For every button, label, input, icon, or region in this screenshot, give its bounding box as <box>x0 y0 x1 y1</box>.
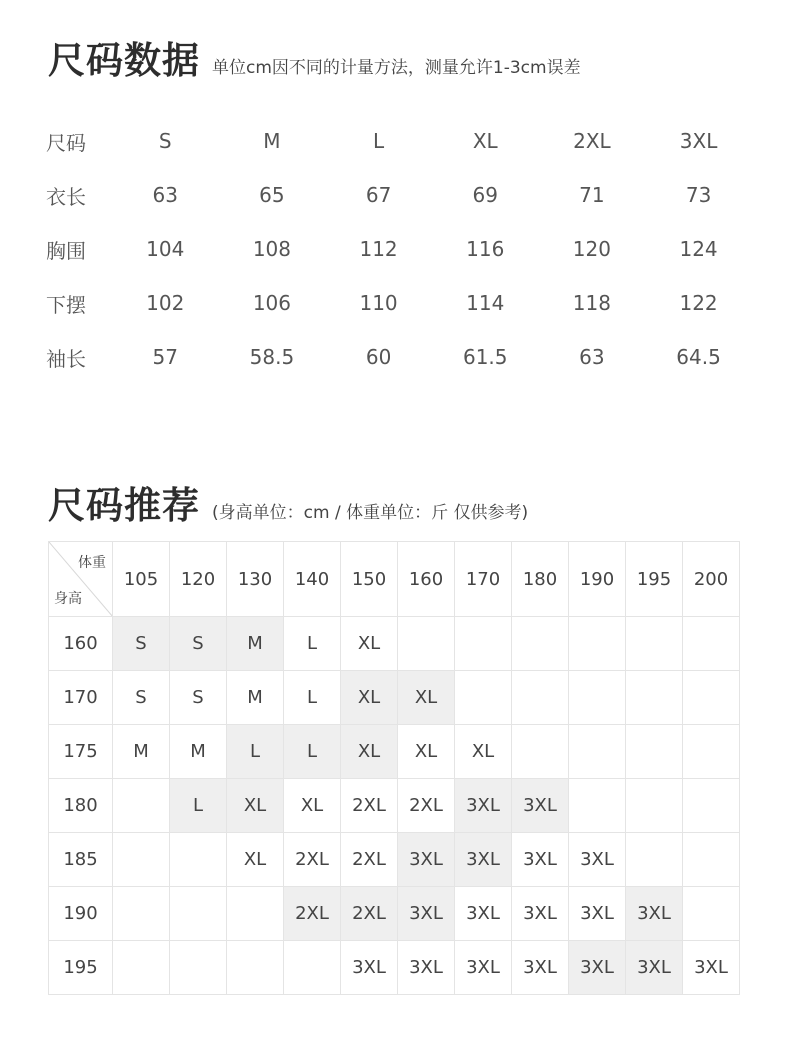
recommended-size-cell: L <box>227 725 284 779</box>
recommended-size-cell <box>683 887 740 941</box>
recommended-size-cell: XL <box>227 833 284 887</box>
height-row <box>49 833 740 887</box>
recommended-size-cell: S <box>113 671 170 725</box>
recommended-size-cell <box>569 779 626 833</box>
recommended-size-cell: 3XL <box>512 941 569 995</box>
measurement-cell: 116 <box>466 237 505 261</box>
measurement-cell: 124 <box>679 237 718 261</box>
size-header-cell: XL <box>472 129 498 153</box>
measurement-cell: 63 <box>152 183 178 207</box>
size-recommendation-title: 尺码推荐 <box>48 484 200 527</box>
recommended-size-cell <box>398 617 455 671</box>
recommended-size-cell: 2XL <box>284 887 341 941</box>
recommended-size-cell <box>227 887 284 941</box>
recommended-size-cell <box>569 725 626 779</box>
size-header-cell: S <box>158 129 172 153</box>
recommended-size-cell: L <box>284 725 341 779</box>
recommended-size-cell: XL <box>398 725 455 779</box>
recommended-size-cell <box>455 671 512 725</box>
recommended-size-cell: S <box>170 671 227 725</box>
row-label: 衣长 <box>46 184 86 209</box>
recommended-size-cell <box>626 833 683 887</box>
row-label: 下摆 <box>46 292 86 317</box>
recommended-size-cell <box>569 671 626 725</box>
measurement-row <box>46 276 756 330</box>
weight-header-cell: 195 <box>626 542 683 617</box>
recommended-size-cell: 3XL <box>569 941 626 995</box>
weight-header-cell: 150 <box>341 542 398 617</box>
recommended-size-cell: XL <box>455 725 512 779</box>
height-label-cell: 190 <box>49 887 113 941</box>
size-recommendation-table <box>48 541 740 995</box>
recommended-size-cell <box>113 779 170 833</box>
measurement-cell: 64.5 <box>676 345 721 369</box>
height-label-cell: 195 <box>49 941 113 995</box>
height-label-cell: 175 <box>49 725 113 779</box>
recommended-size-cell <box>512 617 569 671</box>
recommended-size-cell <box>683 671 740 725</box>
size-recommendation-subtitle: (身高单位：cm / 体重单位：斤 仅供参考) <box>212 503 529 523</box>
height-row <box>49 779 740 833</box>
measurement-cell: 67 <box>365 183 392 207</box>
recommended-size-cell: M <box>227 671 284 725</box>
measurement-cell: 69 <box>472 183 498 207</box>
height-row <box>49 941 740 995</box>
recommended-size-cell: 3XL <box>455 941 512 995</box>
weight-header-cell: 120 <box>170 542 227 617</box>
weight-header-cell: 170 <box>455 542 512 617</box>
recommended-size-cell <box>683 779 740 833</box>
recommended-size-cell: 2XL <box>341 833 398 887</box>
weight-axis-label: 体重 <box>78 555 106 571</box>
recommended-size-cell <box>683 617 740 671</box>
measurement-cell: 60 <box>365 345 392 369</box>
measurement-cell: 114 <box>466 291 505 315</box>
size-data-header <box>48 30 581 84</box>
recommended-size-cell: 2XL <box>398 779 455 833</box>
recommended-size-cell: 2XL <box>284 833 341 887</box>
recommended-size-cell <box>170 833 227 887</box>
recommended-size-cell: M <box>113 725 170 779</box>
recommended-size-cell: M <box>227 617 284 671</box>
measurement-cell: 61.5 <box>462 345 508 369</box>
weight-header-row <box>49 542 740 617</box>
recommended-size-cell <box>512 671 569 725</box>
measurement-row <box>46 330 756 384</box>
measurement-row <box>46 168 756 222</box>
measurement-cell: 65 <box>259 183 285 207</box>
measurement-cell: 106 <box>252 291 291 315</box>
weight-header-cell: 190 <box>569 542 626 617</box>
recommended-size-cell: 2XL <box>341 779 398 833</box>
weight-header-cell: 160 <box>398 542 455 617</box>
recommended-size-cell <box>113 941 170 995</box>
measurement-cell: 58.5 <box>249 345 295 369</box>
height-label-cell: 170 <box>49 671 113 725</box>
recommended-size-cell: 3XL <box>398 887 455 941</box>
recommended-size-cell <box>683 833 740 887</box>
size-header-cell: L <box>372 129 385 153</box>
weight-header-cell: 180 <box>512 542 569 617</box>
size-data-subtitle: 单位cm因不同的计量方法，测量允许1-3cm误差 <box>212 58 581 78</box>
recommended-size-cell: 3XL <box>341 941 398 995</box>
measurement-cell: 73 <box>685 183 712 207</box>
recommended-size-cell: 3XL <box>626 941 683 995</box>
recommended-size-cell: 3XL <box>512 833 569 887</box>
recommended-size-cell: 3XL <box>683 941 740 995</box>
size-header-cell: 3XL <box>679 129 718 153</box>
measurement-cell: 112 <box>359 237 398 261</box>
row-label: 袖长 <box>46 346 86 371</box>
recommended-size-cell <box>683 725 740 779</box>
measurement-cell: 118 <box>572 291 611 315</box>
recommended-size-cell: XL <box>341 725 398 779</box>
measurement-cell: 110 <box>359 291 398 315</box>
recommended-size-cell: XL <box>398 671 455 725</box>
recommended-size-cell <box>626 671 683 725</box>
measurement-cell: 63 <box>579 345 605 369</box>
weight-header-cell: 130 <box>227 542 284 617</box>
recommended-size-cell <box>284 941 341 995</box>
height-axis-label: 身高 <box>54 591 82 607</box>
recommended-size-cell: L <box>170 779 227 833</box>
recommended-size-cell: 3XL <box>512 779 569 833</box>
recommended-size-cell: S <box>113 617 170 671</box>
measurement-cell: 102 <box>146 291 185 315</box>
height-row <box>49 725 740 779</box>
recommended-size-cell: L <box>284 671 341 725</box>
recommended-size-cell <box>170 887 227 941</box>
size-data-title: 尺码数据 <box>48 39 200 82</box>
measurement-cell: 57 <box>152 345 178 369</box>
recommended-size-cell: M <box>170 725 227 779</box>
row-label: 尺码 <box>46 130 86 155</box>
recommended-size-cell: 3XL <box>455 887 512 941</box>
size-header-row <box>46 114 756 168</box>
recommended-size-cell: L <box>284 617 341 671</box>
measurement-cell: 120 <box>572 237 611 261</box>
recommended-size-cell: 3XL <box>455 779 512 833</box>
recommended-size-cell: 3XL <box>398 941 455 995</box>
weight-header-cell: 200 <box>683 542 740 617</box>
recommended-size-cell: 3XL <box>626 887 683 941</box>
measurement-cell: 122 <box>679 291 718 315</box>
measurement-cell: 104 <box>146 237 185 261</box>
recommended-size-cell: XL <box>227 779 284 833</box>
recommended-size-cell: XL <box>284 779 341 833</box>
size-recommendation-header <box>48 475 528 529</box>
measurement-cell: 108 <box>252 237 291 261</box>
recommended-size-cell: 3XL <box>569 833 626 887</box>
recommended-size-cell <box>227 941 284 995</box>
recommended-size-cell <box>512 725 569 779</box>
height-label-cell: 185 <box>49 833 113 887</box>
corner-cell <box>49 542 113 617</box>
height-row <box>49 617 740 671</box>
recommended-size-cell: S <box>170 617 227 671</box>
recommended-size-cell: 3XL <box>569 887 626 941</box>
recommended-size-cell: 3XL <box>455 833 512 887</box>
recommended-size-cell <box>170 941 227 995</box>
size-header-cell: 2XL <box>573 129 611 153</box>
size-header-cell: M <box>263 129 281 153</box>
recommended-size-cell <box>455 617 512 671</box>
recommended-size-cell: XL <box>341 617 398 671</box>
measurement-cell: 71 <box>579 183 605 207</box>
height-label-cell: 160 <box>49 617 113 671</box>
recommended-size-cell: 2XL <box>341 887 398 941</box>
height-label-cell: 180 <box>49 779 113 833</box>
weight-header-cell: 105 <box>113 542 170 617</box>
recommended-size-cell <box>626 779 683 833</box>
weight-header-cell: 140 <box>284 542 341 617</box>
measurement-row <box>46 222 756 276</box>
recommended-size-cell <box>113 887 170 941</box>
recommended-size-cell: XL <box>341 671 398 725</box>
recommended-size-cell <box>626 617 683 671</box>
size-data-table <box>46 114 756 384</box>
height-row <box>49 671 740 725</box>
recommended-size-cell <box>569 617 626 671</box>
row-label: 胸围 <box>46 238 86 263</box>
recommended-size-cell: 3XL <box>398 833 455 887</box>
height-row <box>49 887 740 941</box>
recommended-size-cell <box>626 725 683 779</box>
recommended-size-cell <box>113 833 170 887</box>
recommended-size-cell: 3XL <box>512 887 569 941</box>
